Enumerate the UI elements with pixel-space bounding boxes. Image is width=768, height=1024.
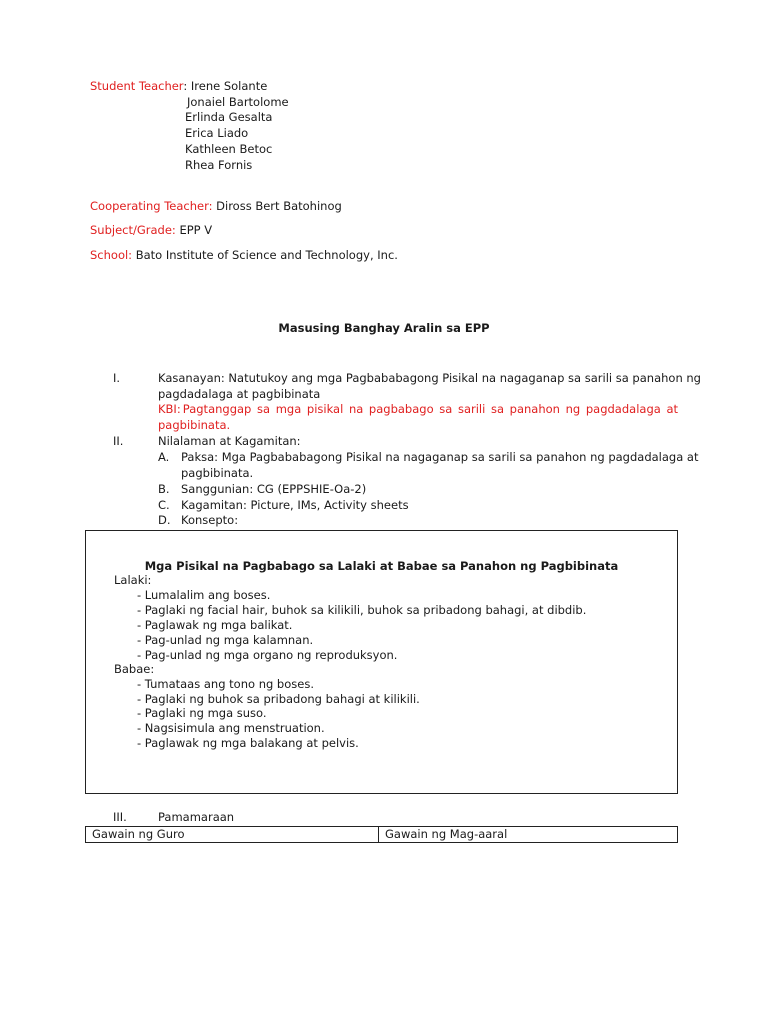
item-d-letter: D.: [158, 513, 171, 527]
lalaki-item-1: - Lumalalim ang boses.: [137, 588, 271, 602]
concept-box-title: Mga Pisikal na Pagbabago sa Lalaki at Babae sa Panahon ng Pagbibinata: [144, 559, 619, 573]
kbi-label: KBI:: [158, 402, 181, 416]
school-row: [90, 248, 398, 262]
babae-item-1: - Tumataas ang tono ng boses.: [137, 677, 314, 691]
item-a-letter: A.: [158, 450, 170, 464]
section-1-line-1: Kasanayan: Natutukoy ang mga Pagbababagong Pisikal na nagaganap sa sarili sa panahon ng: [158, 371, 701, 385]
babae-item-2: - Paglaki ng buhok sa pribadong bahagi at kilikili.: [137, 692, 420, 706]
lalaki-label: Lalaki:: [114, 573, 152, 587]
student-teacher-name-5: Kathleen Betoc: [185, 142, 273, 156]
lalaki-item-2: - Paglaki ng facial hair, buhok sa kilikili, buhok sa pribadong bahagi, at dibdib.: [137, 603, 587, 617]
item-a-line-2: pagbibinata.: [181, 466, 254, 480]
student-teacher-row: [90, 79, 267, 93]
section-2-title: Nilalaman at Kagamitan:: [158, 434, 301, 448]
student-teacher-name-6: Rhea Fornis: [185, 158, 253, 172]
section-3-title: Pamamaraan: [158, 810, 235, 824]
babae-item-5: - Paglawak ng mga balakang at pelvis.: [137, 736, 359, 750]
school-value: Bato Institute of Science and Technology, Inc.: [135, 248, 398, 262]
item-d-text: Konsepto:: [181, 513, 239, 527]
school-label: School:: [90, 248, 133, 262]
colon: :: [183, 79, 191, 93]
item-b-text: Sanggunian: CG (EPPSHIE-Oa-2): [181, 482, 367, 496]
document-title: Masusing Banghay Aralin sa EPP: [278, 321, 490, 335]
item-c-text: Kagamitan: Picture, IMs, Activity sheets: [181, 498, 409, 512]
cooperating-teacher-row: [90, 199, 342, 213]
subject-grade-row: [90, 223, 212, 237]
student-teacher-name-4: Erica Liado: [185, 126, 249, 140]
lalaki-item-3: - Paglawak ng mga balikat.: [137, 618, 293, 632]
item-c-letter: C.: [158, 498, 170, 512]
activity-table-header: [85, 826, 678, 843]
babae-item-4: - Nagsisimula ang menstruation.: [137, 721, 325, 735]
subject-grade-label: Subject/Grade:: [90, 223, 176, 237]
item-b-letter: B.: [158, 482, 170, 496]
subject-grade-value: EPP V: [179, 223, 213, 237]
student-teacher-name-2: Jonaiel Bartolome: [187, 95, 289, 109]
student-teacher-name-3: Erlinda Gesalta: [185, 110, 273, 124]
student-teacher-name-1: Irene Solante: [190, 79, 268, 93]
kbi-text-1: Pagtanggap sa mga pisikal na pagbabago sa sarili sa panahon ng pagdadalaga at: [182, 402, 678, 416]
lalaki-item-4: - Pag-unlad ng mga kalamnan.: [137, 633, 314, 647]
item-a-line-1: Paksa: Mga Pagbababagong Pisikal na nagaganap sa sarili sa panahon ng pagdadalaga at: [181, 450, 699, 464]
section-1-line-2: pagdadalaga at pagbibinata: [158, 387, 321, 401]
lalaki-item-5: - Pag-unlad ng mga organo ng reproduksyon.: [137, 648, 398, 662]
section-3-number: III.: [113, 810, 127, 824]
student-teacher-label: Student Teacher: [90, 79, 184, 93]
babae-item-3: - Paglaki ng mga suso.: [137, 706, 267, 720]
table-header-mag-aaral: Gawain ng Mag-aaral: [385, 827, 508, 841]
section-1-number: I.: [113, 371, 121, 385]
kbi-line-2: pagbibinata.: [158, 418, 231, 432]
table-header-guro: Gawain ng Guro: [86, 827, 379, 842]
babae-label: Babae:: [114, 662, 155, 676]
section-2-number: II.: [113, 434, 124, 448]
cooperating-teacher-label: Cooperating Teacher:: [90, 199, 213, 213]
cooperating-teacher-value: Diross Bert Batohinog: [216, 199, 342, 213]
kbi-line-1: [158, 402, 678, 416]
